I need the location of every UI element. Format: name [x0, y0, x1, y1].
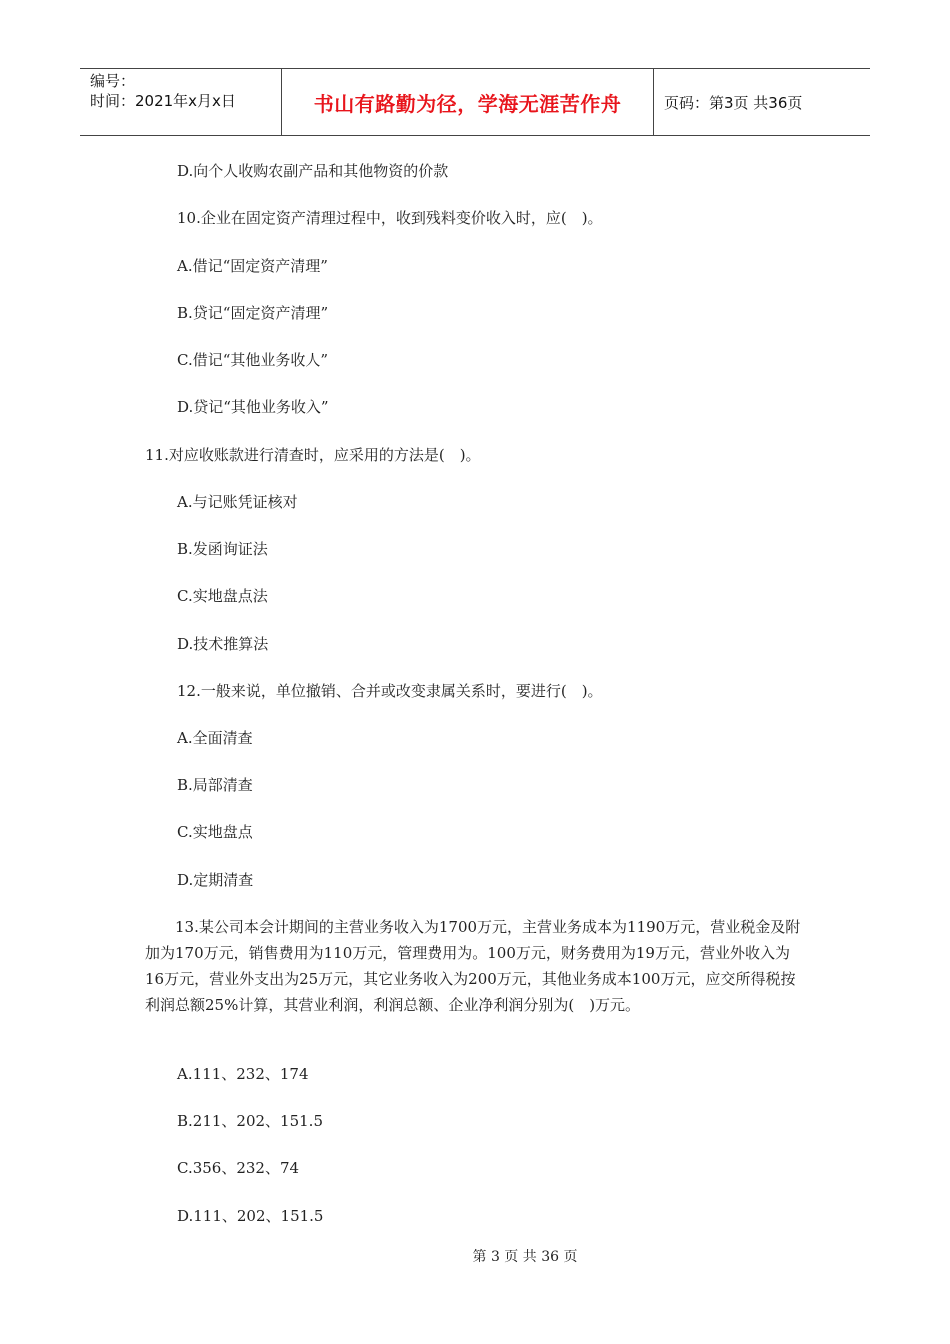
header-page-label: 页码：第3页 共36页: [664, 93, 803, 112]
q11-option-c: C.实地盘点法: [177, 587, 268, 605]
q10-option-d: D.贷记“其他业务收入”: [177, 398, 329, 416]
serial-label: 编号：: [90, 72, 136, 90]
page-footer: 第 3 页 共 36 页: [472, 1249, 578, 1265]
q10-option-b: B.贷记“固定资产清理”: [177, 304, 329, 322]
q13-option-b: B.211、202、151.5: [177, 1112, 323, 1130]
q13-option-d: D.111、202、151.5: [177, 1207, 324, 1225]
q10-option-c: C.借记“其他业务收人”: [177, 351, 329, 369]
header-motto: 书山有路勤为径，学海无涯苦作舟: [282, 69, 654, 135]
q11-option-d: D.技术推算法: [177, 635, 269, 653]
q13-option-c: C.356、232、74: [177, 1159, 300, 1177]
page-header: [80, 68, 870, 136]
q11-option-b: B.发函询证法: [177, 540, 268, 558]
q13-option-a: A.111、232、174: [177, 1065, 309, 1083]
time-label: 时间：2021年x月x日: [90, 92, 236, 110]
q10-option-a: A.借记“固定资产清理”: [177, 257, 328, 275]
q9-option-d: D.向个人收购农副产品和其他物资的价款: [177, 162, 449, 180]
q12-option-a: A.全面清查: [177, 729, 253, 747]
q12-stem: 12.一般来说，单位撤销、合并或改变隶属关系时，要进行( )。: [177, 682, 603, 700]
q12-option-b: B.局部清查: [177, 776, 253, 794]
q12-option-d: D.定期清查: [177, 871, 254, 889]
q11-option-a: A.与记账凭证核对: [177, 493, 298, 511]
q12-option-c: C.实地盘点: [177, 823, 253, 841]
q13-stem: 13.某公司本会计期间的主营业务收入为1700万元，主营业务成本为1190万元，营业税金及附加为170万元，销售费用为110万元，管理费用为。100万元，财务费用为19万元，营业外收入为16万元，营业外支出为25万元，其它业务收入为200万元，其他业务成本100万元，应交所得税按利润总额25%计算，其营业利润，利润总额、企业净利润分别为( )万元。: [145, 918, 801, 1014]
q11-stem: 11.对应收账款进行清查时，应采用的方法是( )。: [145, 446, 481, 464]
header-meta: [80, 69, 282, 135]
q10-stem: 10.企业在固定资产清理过程中，收到残料变价收入时，应( )。: [177, 209, 603, 227]
